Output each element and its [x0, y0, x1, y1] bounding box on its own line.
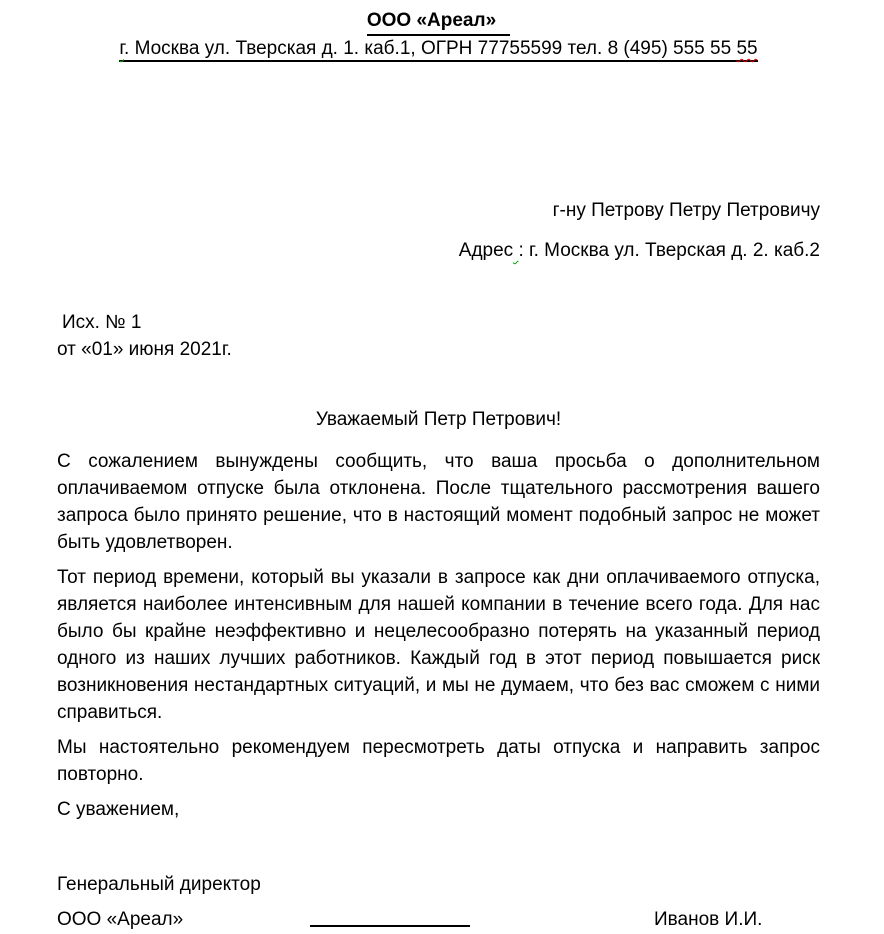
reference-block [57, 309, 820, 363]
paragraph-recommendation: Мы настоятельно рекомендуем пересмотреть даты отпуска и направить запрос повторно. [57, 737, 820, 785]
outgoing-number: Исх. № 1 [62, 312, 142, 333]
company-name-line [57, 8, 820, 36]
signer-title: Генеральный директор [57, 874, 261, 895]
signature-row [57, 906, 820, 934]
company-address [119, 38, 757, 62]
recipient-name: г-ну Петрову Петру Петровичу [552, 200, 820, 221]
paragraph-refusal: С сожалением вынуждены сообщить, что ваша просьба о дополнительном оплачиваемом отпуске была отклонена. После тщательного рассмотрения вашего запроса было принято решение, что в настоящий момент подобный запрос не может быть удовлетворен. [57, 451, 820, 553]
recipient-block [57, 197, 820, 265]
paragraph-reason: Тот период времени, который вы указали в запросе как дни оплачиваемого отпуска, является наиболее интенсивным для нашей компании в течение всего года. Для нас было бы крайне неэффективно и нецелесообразно потерять на указанный период одного из наших лучших работников. Каждый год в этот период повышается риск возникновения нестандартных ситуаций, и мы не думаем, что без вас сможем с ними справиться. [57, 567, 820, 723]
company-address-phone-tail: 55 [736, 38, 758, 59]
company-address-city-abbrev: г [119, 38, 125, 59]
letterhead [57, 8, 820, 62]
letter-date: от «01» июня 2021г. [57, 339, 232, 360]
signature-company: ООО «Ареал» [57, 909, 184, 930]
closing-phrase: С уважением, [57, 799, 180, 820]
recipient-address [57, 237, 820, 265]
company-address-line [57, 36, 820, 62]
signer-name: Иванов И.И. [654, 909, 763, 930]
salutation: Уважаемый Петр Петрович! [315, 409, 562, 430]
company-name: ООО «Ареал» [367, 8, 510, 36]
signature-line [310, 906, 470, 927]
recipient-address-rest: : г. Москва ул. Тверская д. 2. каб.2 [518, 240, 820, 261]
recipient-address-label: Адрес [458, 240, 514, 261]
company-address-main: . Москва ул. Тверская д. 1. каб.1, ОГРН 77755599 тел. 8 (495) 555 55 [124, 38, 737, 59]
